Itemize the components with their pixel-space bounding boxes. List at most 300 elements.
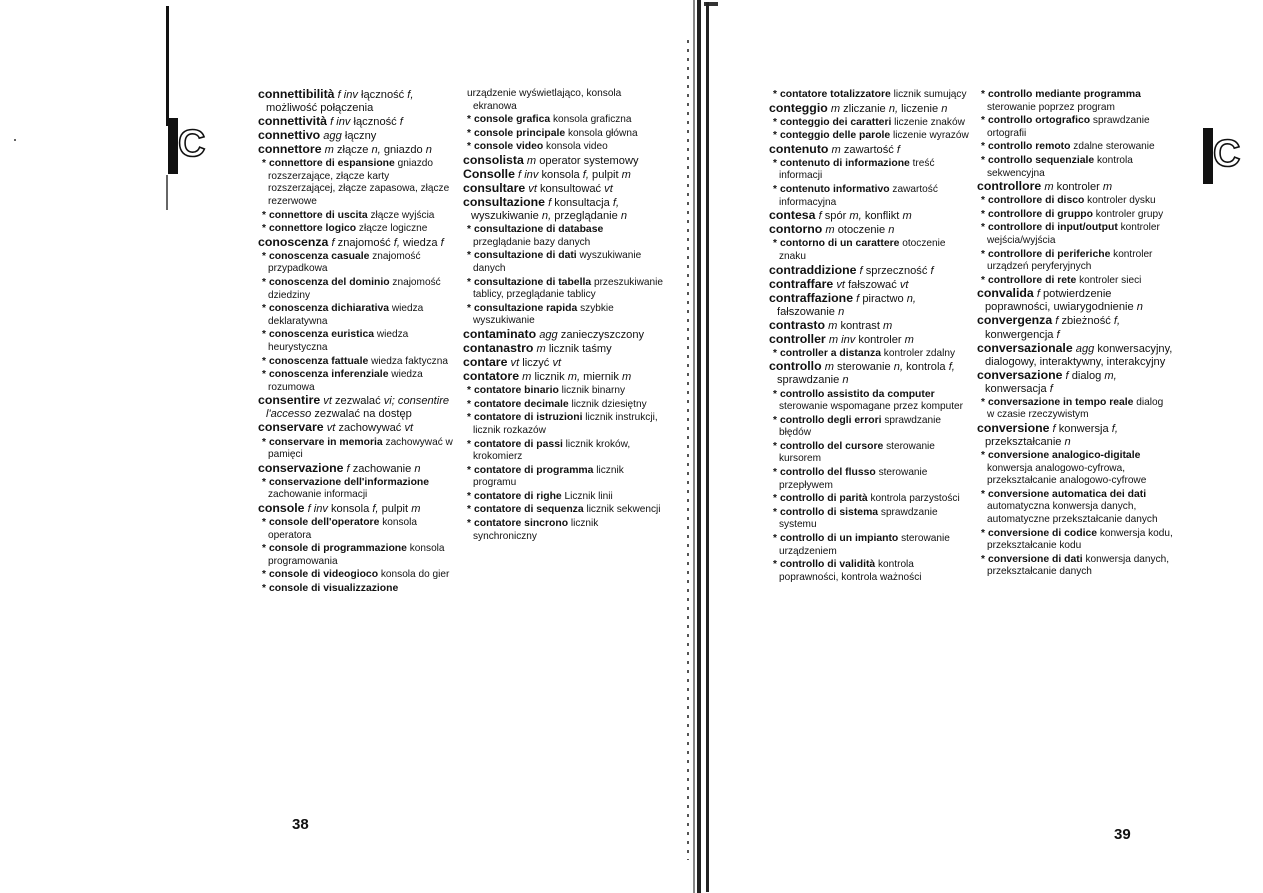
headword: consultazione di dati bbox=[473, 250, 577, 262]
bullet-star-icon: * bbox=[467, 504, 471, 516]
grammar-label: n bbox=[620, 210, 628, 223]
headword: contatore di istruzioni bbox=[473, 412, 583, 424]
grammar-label: m bbox=[1102, 181, 1113, 194]
translation: zachowanie bbox=[349, 462, 415, 475]
headword: connettivo bbox=[258, 128, 321, 143]
bullet-star-icon: * bbox=[467, 412, 471, 424]
dictionary-entry bbox=[977, 314, 1173, 341]
grammar-label: f inv bbox=[337, 89, 358, 101]
subentry bbox=[258, 436, 455, 462]
subentry bbox=[977, 140, 1173, 154]
dictionary-entry bbox=[258, 421, 455, 435]
translation: sterowanie bbox=[833, 361, 894, 374]
grammar-label: m bbox=[883, 319, 893, 332]
subentry bbox=[769, 157, 969, 183]
dictionary-entry bbox=[258, 394, 455, 421]
headword: conoscenza euristica bbox=[268, 329, 375, 341]
headword: conversione di codice bbox=[987, 527, 1098, 539]
translation: wyszukiwanie danych bbox=[473, 250, 642, 274]
subentry bbox=[258, 568, 455, 582]
bullet-star-icon: * bbox=[981, 141, 985, 153]
translation: liczenie bbox=[898, 102, 942, 115]
bullet-star-icon: * bbox=[981, 274, 985, 286]
grammar-label: m bbox=[536, 343, 546, 355]
bullet-star-icon: * bbox=[467, 250, 471, 262]
translation: wiedza faktyczna bbox=[368, 355, 448, 367]
headword: conoscenza del dominio bbox=[268, 277, 390, 289]
left-margin-rule-lower bbox=[166, 175, 168, 210]
translation: fałszować bbox=[844, 278, 900, 291]
headword: consultazione di database bbox=[473, 224, 604, 236]
translation: fałszowanie bbox=[777, 305, 839, 318]
bullet-star-icon: * bbox=[262, 355, 266, 367]
bullet-star-icon: * bbox=[262, 369, 266, 381]
subentry bbox=[463, 88, 663, 113]
grammar-label: m bbox=[324, 144, 334, 157]
grammar-label: m, bbox=[849, 210, 862, 223]
translation: miernik bbox=[580, 371, 622, 384]
bullet-star-icon: * bbox=[981, 450, 985, 462]
translation: znajomość przypadkowa bbox=[268, 250, 421, 275]
section-tab-letter: C bbox=[178, 123, 206, 165]
headword: contraddizione bbox=[769, 262, 857, 277]
translation: kontroler urządzeń peryferyjnych bbox=[987, 248, 1153, 273]
grammar-label: m bbox=[830, 102, 841, 115]
bullet-star-icon: * bbox=[773, 89, 777, 100]
grammar-label: agg bbox=[1075, 342, 1095, 355]
bullet-star-icon: * bbox=[467, 464, 471, 476]
grammar-label: vt bbox=[326, 422, 336, 435]
subentry bbox=[258, 209, 455, 223]
headword: controllo sequenziale bbox=[987, 154, 1095, 166]
translation: zanieczyszczony bbox=[557, 328, 645, 341]
grammar-label: f bbox=[346, 462, 350, 475]
translation: dialog w czasie rzeczywistym bbox=[987, 396, 1164, 421]
subentry bbox=[258, 368, 455, 394]
headword: conversione automatica dei dati bbox=[987, 488, 1147, 500]
translation: konwersja danych, przekształcanie danych bbox=[987, 553, 1170, 578]
headword: conoscenza dichiarativa bbox=[268, 303, 390, 315]
headword: consolista bbox=[463, 152, 524, 167]
bullet-star-icon: * bbox=[773, 559, 777, 571]
translation: zachowanie informacji bbox=[268, 489, 368, 501]
grammar-label: vt bbox=[604, 183, 613, 196]
grammar-label: m, bbox=[1104, 369, 1117, 382]
translation: gniazdo bbox=[380, 144, 426, 157]
subentry bbox=[977, 527, 1173, 553]
headword: controllo di un impianto bbox=[779, 533, 899, 545]
dictionary-entry bbox=[769, 264, 969, 278]
dictionary-entry bbox=[258, 462, 455, 476]
headword: console video bbox=[473, 141, 544, 153]
subentry bbox=[258, 328, 455, 354]
translation: kontroler zdalny bbox=[880, 347, 956, 359]
headword: contraffare bbox=[769, 276, 834, 291]
headword: controllore di input/output bbox=[987, 222, 1118, 234]
bullet-star-icon: * bbox=[262, 582, 266, 594]
translation: zachowywać w pamięci bbox=[268, 436, 453, 461]
translation: przeglądanie bbox=[551, 210, 621, 223]
translation: zezwalać bbox=[331, 395, 384, 408]
headword: controllore di gruppo bbox=[987, 208, 1093, 220]
grammar-label: vt bbox=[528, 183, 537, 196]
headword: controllo di sistema bbox=[779, 506, 879, 518]
headword: conteggio dei caratteri bbox=[779, 116, 892, 128]
subentry bbox=[258, 355, 455, 369]
dictionary-entry bbox=[463, 168, 663, 182]
grammar-label: m bbox=[902, 210, 912, 223]
binding-edge-inner bbox=[693, 0, 695, 893]
translation: konsola bbox=[538, 169, 583, 182]
headword: controllo assistito da computer bbox=[779, 388, 935, 400]
dictionary-entry bbox=[769, 333, 969, 347]
translation: zezwalać na dostęp bbox=[311, 408, 412, 421]
headword: consultazione rapida bbox=[473, 302, 578, 314]
grammar-label: vt bbox=[552, 357, 562, 370]
translation: sterowanie poprzez program bbox=[987, 101, 1115, 113]
headword: connettore di uscita bbox=[268, 209, 368, 221]
headword: conversione di dati bbox=[987, 553, 1083, 565]
translation: licznik programu bbox=[473, 464, 624, 489]
bullet-star-icon: * bbox=[981, 89, 985, 100]
grammar-label: n bbox=[425, 144, 432, 157]
grammar-label: vt bbox=[899, 278, 909, 291]
grammar-label: f, bbox=[393, 236, 400, 249]
headword: contare bbox=[463, 355, 508, 370]
headword: contatore totalizzatore bbox=[779, 89, 891, 100]
subentry bbox=[258, 157, 455, 208]
grammar-label: f inv bbox=[330, 116, 351, 129]
subentry bbox=[977, 488, 1173, 527]
grammar-label: f bbox=[859, 264, 863, 277]
subentry bbox=[463, 464, 663, 490]
dictionary-entry bbox=[769, 209, 969, 223]
bullet-star-icon: * bbox=[262, 569, 266, 581]
bullet-star-icon: * bbox=[981, 154, 985, 166]
right-column-2 bbox=[977, 88, 1173, 579]
dictionary-entry bbox=[258, 236, 455, 250]
bullet-star-icon: * bbox=[981, 553, 985, 565]
translation: kontroler dysku bbox=[1084, 195, 1156, 207]
translation: liczenie znaków bbox=[891, 116, 965, 128]
headword: controllo degli errori bbox=[779, 414, 882, 426]
subentry bbox=[463, 411, 663, 437]
subentry bbox=[258, 582, 455, 596]
dictionary-entry bbox=[769, 143, 969, 157]
page-number-left: 38 bbox=[292, 816, 309, 833]
bullet-star-icon: * bbox=[981, 222, 985, 234]
headword: Consolle bbox=[463, 167, 515, 182]
grammar-label: m bbox=[831, 143, 841, 156]
translation: znajomość dziedziny bbox=[268, 277, 441, 301]
translation: konsultować bbox=[536, 183, 605, 196]
grammar-label: vt bbox=[836, 278, 845, 291]
headword: controllore di periferiche bbox=[987, 248, 1111, 260]
subentry bbox=[258, 250, 455, 276]
headword: contenuto di informazione bbox=[779, 157, 910, 169]
bullet-star-icon: * bbox=[262, 329, 266, 341]
grammar-label: m bbox=[1044, 181, 1054, 194]
headword: conservazione dell'informazione bbox=[268, 476, 430, 488]
grammar-label: f bbox=[856, 292, 860, 305]
translation: otoczenie znaku bbox=[779, 238, 946, 262]
headword: conteggio bbox=[769, 100, 828, 115]
translation: gniazdo rozszerzające, złącze karty rozszerzającej, złącze zapasowa, złącze rezerwowe bbox=[268, 158, 450, 208]
dictionary-entry bbox=[977, 180, 1173, 194]
headword: contenuto informativo bbox=[779, 184, 890, 196]
bullet-star-icon: * bbox=[981, 488, 985, 500]
bullet-star-icon: * bbox=[773, 506, 777, 518]
headword: conoscenza bbox=[258, 234, 329, 249]
dictionary-entry bbox=[463, 342, 663, 356]
subentry bbox=[463, 140, 663, 154]
grammar-label: f inv bbox=[307, 502, 328, 515]
dictionary-entry bbox=[977, 369, 1173, 396]
headword: controllo mediante programma bbox=[987, 89, 1141, 100]
dictionary-entry bbox=[463, 370, 663, 384]
headword: controllo ortografico bbox=[987, 115, 1091, 127]
translation: licznik synchroniczny bbox=[473, 518, 599, 542]
headword: contatore decimale bbox=[473, 398, 569, 410]
bullet-star-icon: * bbox=[262, 303, 266, 315]
translation: sterowanie przepływem bbox=[779, 467, 928, 491]
bullet-star-icon: * bbox=[773, 184, 777, 196]
translation: kontroler bbox=[855, 333, 905, 346]
grammar-label: vi; bbox=[383, 395, 395, 408]
headword: contorno bbox=[769, 222, 823, 237]
headword: contatore di passi bbox=[473, 438, 563, 450]
bullet-star-icon: * bbox=[773, 116, 777, 128]
headword: conversazionale bbox=[977, 340, 1073, 355]
translation: sprawdzanie bbox=[777, 374, 843, 387]
headword: contrasto bbox=[769, 317, 826, 332]
grammar-label: n bbox=[838, 305, 845, 318]
subentry bbox=[463, 398, 663, 412]
headword: contesa bbox=[769, 208, 816, 223]
headword: contaminato bbox=[463, 326, 537, 341]
bullet-star-icon: * bbox=[773, 414, 777, 426]
translation: konwergencja bbox=[985, 328, 1057, 341]
grammar-label: n, bbox=[371, 144, 381, 157]
translation: kontrast bbox=[837, 319, 884, 332]
translation: sprzeczność bbox=[862, 264, 931, 277]
dictionary-entry bbox=[977, 342, 1173, 369]
translation: zawartość informacyjna bbox=[779, 184, 938, 208]
section-tab-letter-right: C bbox=[1213, 133, 1241, 175]
headword: consultazione bbox=[463, 195, 545, 210]
grammar-label: m bbox=[621, 169, 631, 182]
translation: sprawdzanie ortografii bbox=[987, 115, 1150, 139]
translation: konsola graficzna bbox=[550, 114, 632, 126]
bullet-star-icon: * bbox=[262, 476, 266, 488]
subentry bbox=[769, 129, 969, 143]
translation: licznik sumujący bbox=[890, 89, 967, 100]
grammar-label: f bbox=[930, 264, 934, 277]
subentry bbox=[769, 388, 969, 414]
translation: Licznik linii bbox=[561, 490, 613, 502]
subentry bbox=[769, 466, 969, 492]
headword: console di visualizzazione bbox=[268, 582, 399, 594]
headword: connettibilità bbox=[258, 87, 335, 101]
headword: controller a distanza bbox=[779, 347, 881, 359]
subentry bbox=[977, 274, 1173, 288]
grammar-label: f, bbox=[1113, 315, 1121, 328]
bullet-star-icon: * bbox=[467, 224, 471, 236]
headword: controller bbox=[769, 331, 826, 346]
subentry bbox=[258, 476, 455, 502]
right-binding-rule bbox=[706, 2, 709, 892]
section-tab-c bbox=[168, 118, 212, 174]
grammar-label: f, bbox=[372, 502, 379, 515]
translation: pulpit bbox=[588, 169, 622, 182]
translation: spór bbox=[821, 210, 850, 223]
grammar-label: m bbox=[904, 333, 914, 346]
grammar-label: f bbox=[818, 210, 822, 223]
grammar-label: n bbox=[842, 374, 849, 387]
translation: konwersja kodu, przekształcanie kodu bbox=[987, 527, 1173, 552]
headword: conoscenza inferenziale bbox=[268, 369, 389, 381]
translation: konwersja bbox=[1055, 422, 1112, 435]
headword: consultare bbox=[463, 181, 526, 196]
grammar-label: m bbox=[622, 371, 632, 384]
left-column-1 bbox=[258, 88, 455, 596]
headword: conteggio delle parole bbox=[779, 130, 891, 142]
headword: conversazione bbox=[977, 367, 1063, 382]
bullet-star-icon: * bbox=[467, 490, 471, 502]
translation: potwierdzenie poprawności, uwiarygodnienie bbox=[985, 288, 1137, 314]
dictionary-entry bbox=[463, 182, 663, 196]
subentry bbox=[769, 237, 969, 263]
translation: możliwość połączenia bbox=[266, 102, 374, 115]
subentry bbox=[769, 506, 969, 532]
translation: złącze bbox=[333, 144, 372, 157]
grammar-label: f bbox=[399, 116, 403, 129]
bullet-star-icon: * bbox=[262, 516, 266, 528]
bullet-star-icon: * bbox=[467, 114, 471, 126]
bullet-star-icon: * bbox=[262, 277, 266, 289]
bullet-star-icon: * bbox=[773, 238, 777, 250]
grammar-label: n, bbox=[888, 102, 899, 115]
grammar-label: f, bbox=[407, 89, 414, 101]
translation: konsola bbox=[327, 502, 373, 515]
subentry bbox=[769, 347, 969, 361]
grammar-label: agg bbox=[323, 130, 342, 143]
subentry bbox=[258, 222, 455, 236]
subentry bbox=[977, 114, 1173, 140]
subentry bbox=[463, 113, 663, 127]
translation: konsola video bbox=[543, 141, 608, 153]
bullet-star-icon: * bbox=[981, 115, 985, 127]
subentry bbox=[977, 396, 1173, 422]
translation: konflikt bbox=[861, 210, 903, 223]
translation: kontrola parzystości bbox=[867, 493, 960, 505]
headword: contraffazione bbox=[769, 290, 854, 305]
grammar-label: f, bbox=[612, 197, 620, 210]
headword: controllo di parità bbox=[779, 493, 868, 505]
grammar-label: agg bbox=[539, 328, 558, 341]
headword: connettività bbox=[258, 114, 328, 129]
subentry bbox=[769, 492, 969, 506]
headword: conoscenza fattuale bbox=[268, 355, 369, 367]
headword: connettore bbox=[258, 142, 322, 157]
headword: console grafica bbox=[473, 114, 551, 126]
dictionary-entry bbox=[463, 328, 663, 342]
dictionary-entry bbox=[769, 319, 969, 333]
headword: contatore di sequenza bbox=[473, 504, 584, 516]
bullet-star-icon: * bbox=[773, 533, 777, 545]
grammar-label: vt bbox=[510, 357, 520, 370]
bullet-star-icon: * bbox=[773, 493, 777, 505]
translation: przeszukiwanie tablicy, przeglądanie tablicy bbox=[473, 276, 663, 301]
subentry bbox=[769, 88, 969, 102]
dictionary-entry bbox=[769, 102, 969, 116]
translation: konwersacyjny, dialogowy, interaktywny, interakcyjny bbox=[985, 342, 1173, 368]
bullet-star-icon: * bbox=[467, 518, 471, 530]
headword: controllore bbox=[977, 179, 1042, 194]
grammar-label: m bbox=[825, 224, 835, 237]
dictionary-entry bbox=[769, 223, 969, 237]
grammar-label: consentire l'accesso bbox=[266, 395, 450, 421]
translation: licznik instrukcji, licznik rozkazów bbox=[473, 412, 658, 436]
translation: kontroler sieci bbox=[1076, 274, 1142, 286]
translation: szybkie wyszukiwanie bbox=[473, 302, 614, 327]
grammar-label: n, bbox=[893, 361, 904, 374]
translation: kontrola bbox=[903, 361, 949, 374]
translation: licznik taśmy bbox=[545, 343, 612, 355]
translation: wiedza heurystyczna bbox=[268, 329, 409, 353]
grammar-label: f bbox=[1036, 288, 1040, 301]
dictionary-entry bbox=[769, 278, 969, 292]
bullet-star-icon: * bbox=[467, 276, 471, 288]
headword: convalida bbox=[977, 286, 1034, 301]
grammar-label: f, bbox=[1111, 422, 1118, 435]
subentry bbox=[463, 503, 663, 517]
translation: sterowanie wspomagane przez komputer bbox=[779, 401, 964, 413]
bullet-star-icon: * bbox=[262, 209, 266, 221]
grammar-label: m bbox=[522, 371, 532, 384]
translation: licznik binarny bbox=[558, 385, 626, 397]
subentry bbox=[977, 208, 1173, 222]
bullet-star-icon: * bbox=[773, 130, 777, 142]
grammar-label: n, bbox=[906, 292, 916, 305]
subentry bbox=[463, 384, 663, 398]
translation: zliczanie bbox=[840, 102, 889, 115]
bullet-star-icon: * bbox=[981, 208, 985, 220]
subentry bbox=[258, 302, 455, 328]
subentry bbox=[769, 414, 969, 440]
dictionary-entry bbox=[258, 88, 455, 115]
dictionary-entry bbox=[769, 292, 969, 319]
subentry bbox=[977, 154, 1173, 180]
translation: sterowanie kursorem bbox=[779, 440, 935, 465]
headword: conservare bbox=[258, 420, 324, 435]
grammar-label: f bbox=[896, 143, 900, 156]
translation: konsola programowania bbox=[268, 543, 445, 567]
subentry bbox=[977, 553, 1173, 579]
grammar-label: f bbox=[440, 236, 444, 249]
translation: wyszukiwanie bbox=[471, 210, 542, 223]
headword: connettore di espansione bbox=[268, 158, 395, 170]
gutter-shadow bbox=[687, 40, 689, 860]
subentry bbox=[769, 532, 969, 558]
subentry bbox=[769, 558, 969, 584]
grammar-label: f bbox=[1065, 369, 1069, 382]
bullet-star-icon: * bbox=[981, 527, 985, 539]
headword: controllore di rete bbox=[987, 274, 1077, 286]
grammar-label: m bbox=[411, 502, 421, 515]
headword: conversione analogico-digitale bbox=[987, 450, 1141, 462]
dictionary-entry bbox=[769, 360, 969, 387]
